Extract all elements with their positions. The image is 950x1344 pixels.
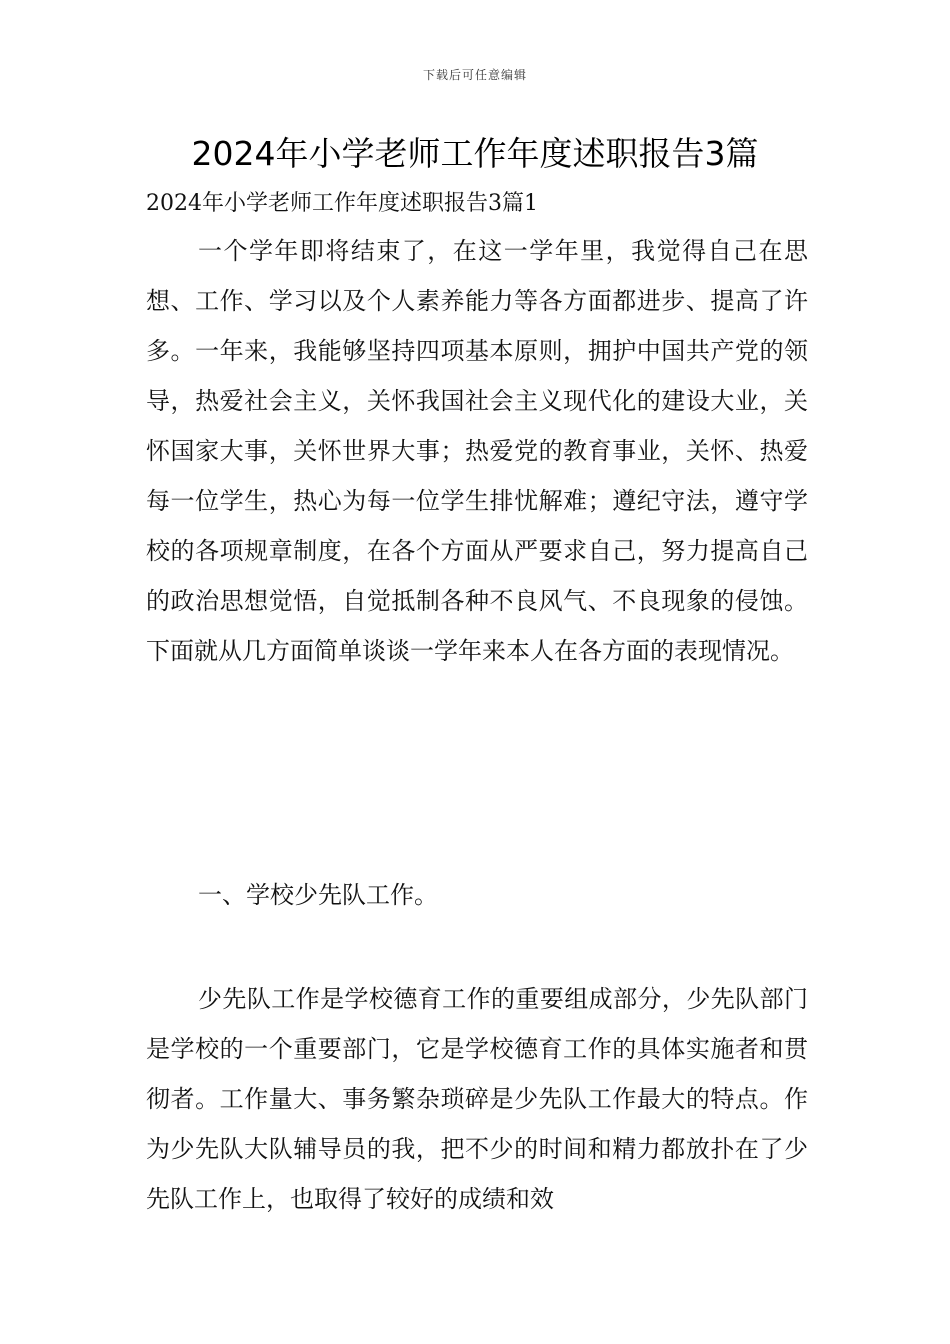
- section-paragraph: 少先队工作是学校德育工作的重要组成部分，少先队部门是学校的一个重要部门，它是学校德育工作的具体实施者和贯彻者。工作量大、事务繁杂琐碎是少先队工作最大的特点。作为少先队大队辅导员的我，把不少的时间和精力都放扑在了少先队工作上，也取得了较好的成绩和效: [146, 985, 808, 1213]
- intro-paragraph: 一个学年即将结束了，在这一学年里，我觉得自己在思想、工作、学习以及个人素养能力等各方面都进步、提高了许多。一年来，我能够坚持四项基本原则，拥护中国共产党的领导，热爱社会主义，关怀我国社会主义现代化的建设大业，关怀国家大事，关怀世界大事；热爱党的教育事业，关怀、热爱每一位学生，热心为每一位学生排忧解难；遵纪守法，遵守学校的各项规章制度，在各个方面从严要求自己，努力提高自己的政治思想觉悟，自觉抵制各种不良风气、不良现象的侵蚀。下面就从几方面简单谈谈一学年来本人在各方面的表现情况。: [146, 237, 808, 665]
- header-note: 下载后可任意编辑: [422, 68, 527, 82]
- section-heading: 一、学校少先队工作。: [198, 881, 438, 909]
- document-title: 2024年小学老师工作年度述职报告3篇: [191, 134, 759, 173]
- document-subtitle: 2024年小学老师工作年度述职报告3篇1: [146, 191, 538, 216]
